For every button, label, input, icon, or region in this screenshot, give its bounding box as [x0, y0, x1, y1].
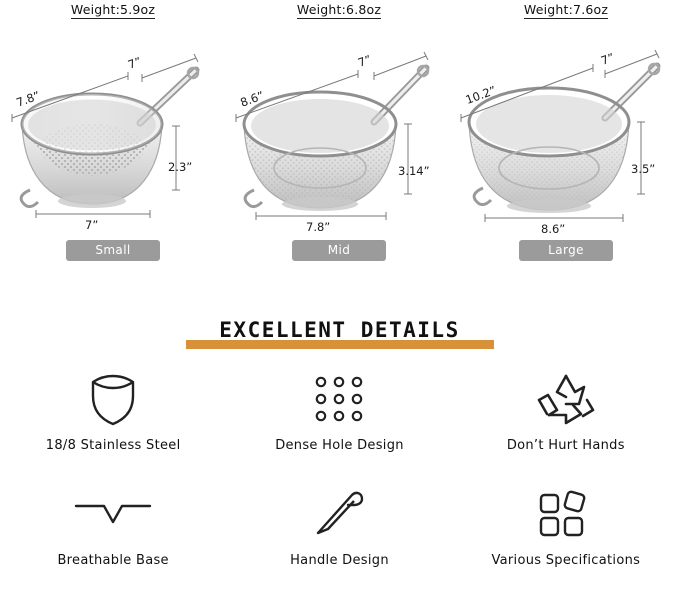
dim-handle-small: 7”	[126, 54, 144, 72]
size-badge-small: Small	[66, 240, 160, 261]
dim-diameter-mid: 8.6”	[238, 88, 266, 110]
product-card-small	[0, 0, 226, 285]
hook-mid	[245, 190, 262, 207]
dim-diameter-large: 10.2”	[463, 83, 499, 107]
strainer-illustration-large	[453, 18, 679, 238]
product-card-mid	[226, 0, 452, 285]
hook-large	[474, 188, 491, 205]
dim-base-large: 8.6”	[541, 222, 566, 236]
feature-label: Various Specifications	[491, 553, 641, 568]
squares-icon	[535, 483, 597, 545]
feature-dense-hole	[226, 368, 452, 483]
dim-handle-mid: 7”	[356, 52, 374, 70]
weight-text: Weight:5.9oz	[70, 2, 156, 17]
shield-icon	[85, 368, 141, 430]
dim-height-large: 3.5”	[631, 162, 656, 176]
dim-base-small: 7”	[85, 218, 99, 232]
size-badge-mid: Mid	[292, 240, 386, 261]
features-grid	[0, 368, 679, 598]
weight-label	[0, 2, 226, 19]
feature-label: Handle Design	[290, 553, 389, 568]
strainer-svg-small	[0, 18, 226, 238]
strainer-illustration-small	[0, 18, 226, 238]
strainer-svg-large	[453, 18, 679, 238]
hook-small	[21, 190, 38, 207]
breathable-base-icon	[72, 483, 154, 545]
handle-mid	[374, 66, 428, 122]
handle-large	[605, 64, 659, 118]
dim-diameter-small: 7.8”	[14, 88, 42, 110]
feature-breathable-base	[0, 483, 226, 598]
weight-text: Weight:6.8oz	[296, 2, 382, 17]
dots-grid-icon	[308, 368, 370, 430]
handle-icon	[308, 483, 370, 545]
feature-various-specifications	[453, 483, 679, 598]
strainer-svg-mid	[226, 18, 452, 238]
strainer-illustration-mid	[226, 18, 452, 238]
feature-label: Don’t Hurt Hands	[506, 438, 625, 453]
feature-stainless-steel	[0, 368, 226, 483]
dim-handle-large: 7”	[599, 50, 617, 68]
feature-label: 18/8 Stainless Steel	[45, 438, 181, 453]
dim-height-small: 2.3”	[168, 160, 193, 174]
product-card-large	[453, 0, 679, 285]
section-header	[0, 300, 679, 360]
product-size-row	[0, 0, 679, 285]
weight-label	[453, 2, 679, 19]
feature-label: Breathable Base	[57, 553, 169, 568]
feature-handle-design	[226, 483, 452, 598]
feature-dont-hurt-hands	[453, 368, 679, 483]
weight-label	[226, 2, 452, 19]
feature-label: Dense Hole Design	[275, 438, 404, 453]
dim-height-mid: 3.14”	[398, 164, 430, 178]
size-badge-large: Large	[519, 240, 613, 261]
weight-text: Weight:7.6oz	[523, 2, 609, 17]
dim-base-mid: 7.8”	[306, 220, 331, 234]
recycle-icon	[535, 368, 597, 430]
section-title: EXCELLENT DETAILS	[219, 318, 460, 342]
